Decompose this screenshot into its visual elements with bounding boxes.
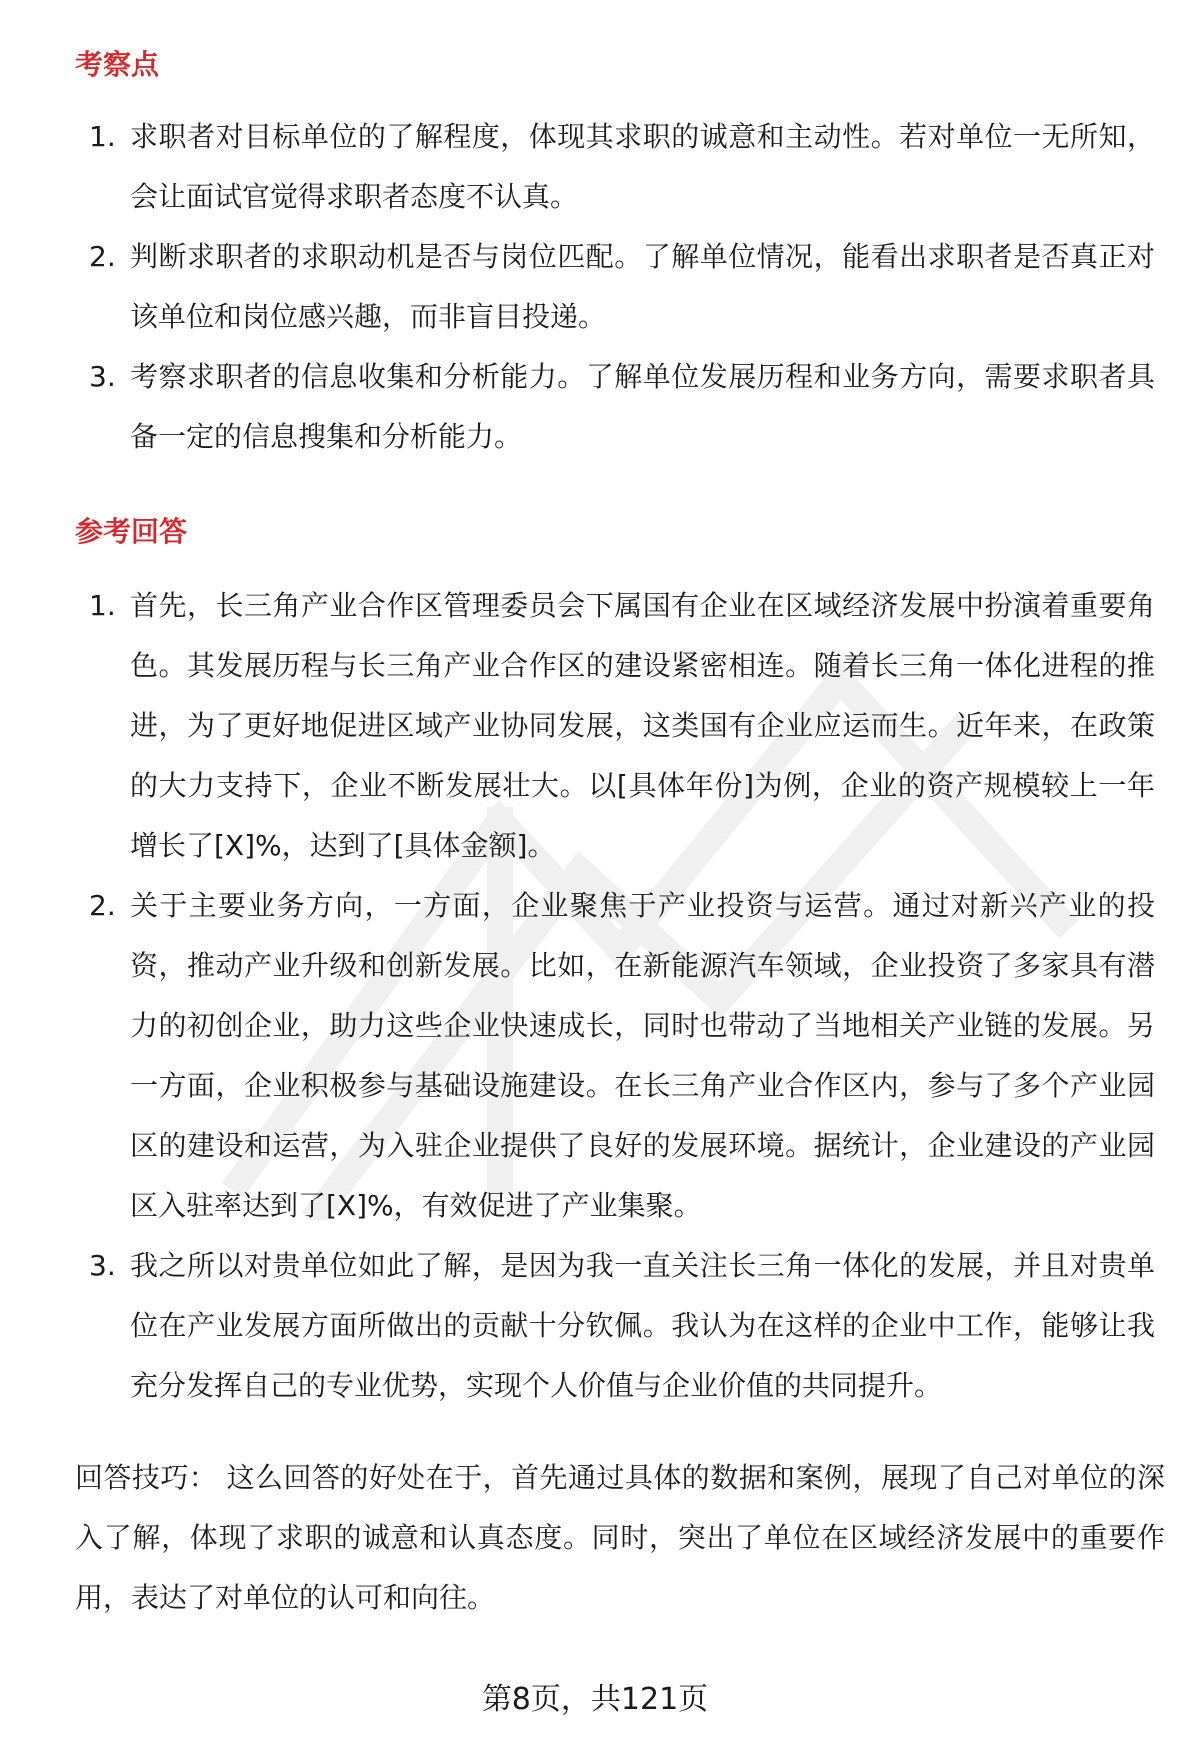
list-item-number: 2. xyxy=(89,889,116,922)
list-item-text: 首先，长三角产业合作区管理委员会下属国有企业在区域经济发展中扮演着重要角色。其发展历程与长三角产业合作区的建设紧密相连。随着长三角一体化进程的推进，为了更好地促进区域产业协同发展，这类国有企业应运而生。近年来，在政策的大力支持下，企业不断发展壮大。以[具体年份]为例，企业的资产规模较上一年增长了[X]%，达到了[具体金额]。 xyxy=(130,589,1155,862)
answer-tips-paragraph: 回答技巧： 这么回答的好处在于，首先通过具体的数据和案例，展现了自己对单位的深入了解，体现了求职的诚意和认真态度。同时，突出了单位在区域经济发展中的重要作用，表达了对单位的认可和向往。 xyxy=(75,1461,1165,1614)
list-item-text: 求职者对目标单位的了解程度，体现其求职的诚意和主动性。若对单位一无所知，会让面试官觉得求职者态度不认真。 xyxy=(130,120,1155,213)
list-item xyxy=(75,876,1155,1236)
list-item-text: 考察求职者的信息收集和分析能力。了解单位发展历程和业务方向，需要求职者具备一定的信息搜集和分析能力。 xyxy=(130,360,1155,453)
list-item xyxy=(75,227,1155,347)
page-number-footer: 第8页，共121页 xyxy=(481,1682,709,1717)
list-item-number: 1. xyxy=(89,120,116,153)
key-points-list xyxy=(75,107,1155,467)
list-item-number: 3. xyxy=(89,1249,116,1282)
list-item-text: 我之所以对贵单位如此了解，是因为我一直关注长三角一体化的发展，并且对贵单位在产业发展方面所做出的贡献十分钦佩。我认为在这样的企业中工作，能够让我充分发挥自己的专业优势，实现个人价值与企业价值的共同提升。 xyxy=(130,1249,1155,1402)
list-item-number: 1. xyxy=(89,589,116,622)
list-item xyxy=(75,576,1155,876)
section-title-key-points: 考察点 xyxy=(75,48,160,81)
reference-answer-list xyxy=(75,576,1155,1416)
list-item-text: 关于主要业务方向，一方面，企业聚焦于产业投资与运营。通过对新兴产业的投资，推动产业升级和创新发展。比如，在新能源汽车领域，企业投资了多家具有潜力的初创企业，助力这些企业快速成长，同时也带动了当地相关产业链的发展。另一方面，企业积极参与基础设施建设。在长三角产业合作区内，参与了多个产业园区的建设和运营，为入驻企业提供了良好的发展环境。据统计，企业建设的产业园区入驻率达到了[X]%，有效促进了产业集聚。 xyxy=(130,889,1155,1222)
list-item-number: 3. xyxy=(89,360,116,393)
section-title-reference-answer: 参考回答 xyxy=(75,515,188,548)
list-item xyxy=(75,347,1155,467)
list-item-text: 判断求职者的求职动机是否与岗位匹配。了解单位情况，能看出求职者是否真正对该单位和岗位感兴趣，而非盲目投递。 xyxy=(130,240,1155,333)
list-item xyxy=(75,1236,1155,1416)
list-item-number: 2. xyxy=(89,240,116,273)
list-item xyxy=(75,107,1155,227)
